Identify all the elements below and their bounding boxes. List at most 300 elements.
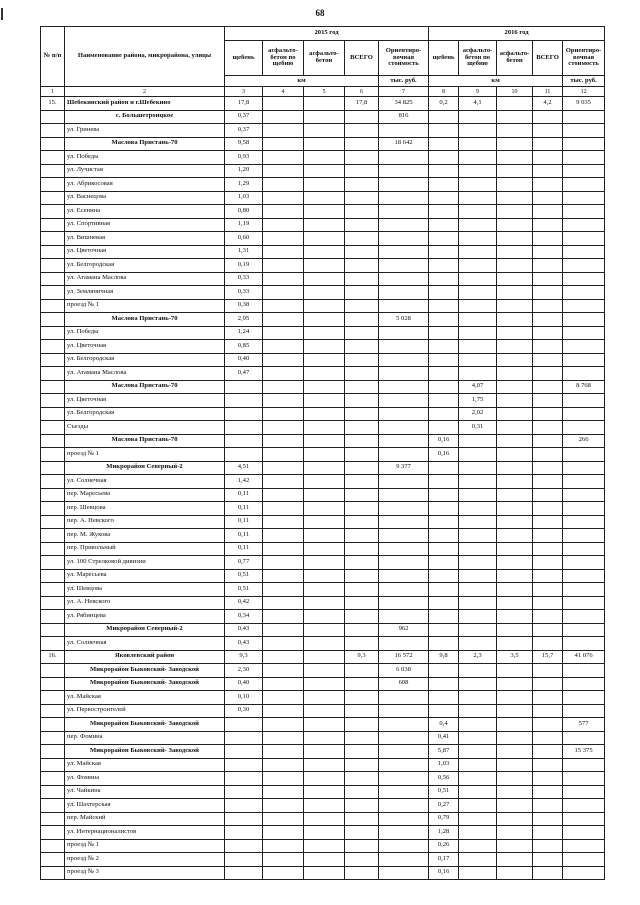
value-cell: [563, 664, 605, 678]
street-name: пер. Маресьева: [65, 488, 225, 502]
value-cell: [533, 353, 563, 367]
value-cell: [459, 542, 497, 556]
value-cell: [459, 299, 497, 313]
row-number: [41, 596, 65, 610]
value-cell: [497, 704, 533, 718]
row-number: [41, 542, 65, 556]
value-cell: [263, 434, 304, 448]
value-cell: 5 028: [379, 313, 429, 327]
value-cell: [459, 839, 497, 853]
row-number: [41, 785, 65, 799]
value-cell: [429, 110, 459, 124]
section-name: Микрорайон Быковский- Заводской: [65, 745, 225, 759]
value-cell: [263, 353, 304, 367]
value-cell: [429, 556, 459, 570]
value-cell: [497, 475, 533, 489]
value-cell: [563, 569, 605, 583]
value-cell: [345, 218, 379, 232]
value-cell: [563, 677, 605, 691]
street-name: ул. Майская: [65, 691, 225, 705]
year-2015-header: 2015 год: [225, 27, 429, 41]
row-number: [41, 407, 65, 421]
value-cell: [263, 313, 304, 327]
value-cell: [497, 367, 533, 381]
row-number: [41, 448, 65, 462]
value-cell: [263, 232, 304, 246]
value-cell: 0,11: [225, 529, 263, 543]
value-cell: [533, 299, 563, 313]
table-row: [41, 124, 605, 138]
value-cell: [533, 286, 563, 300]
value-cell: [225, 421, 263, 435]
value-cell: [263, 542, 304, 556]
table-row: [41, 623, 605, 637]
street-name: пер. М. Жукова: [65, 529, 225, 543]
value-cell: [533, 461, 563, 475]
value-cell: [429, 259, 459, 273]
table-row: [41, 272, 605, 286]
value-cell: [345, 664, 379, 678]
value-cell: [379, 124, 429, 138]
value-cell: 816: [379, 110, 429, 124]
value-cell: [497, 556, 533, 570]
table-row: [41, 475, 605, 489]
value-cell: [429, 610, 459, 624]
value-cell: [304, 853, 345, 867]
row-number: [41, 758, 65, 772]
value-cell: [345, 110, 379, 124]
value-cell: [533, 637, 563, 651]
value-cell: [379, 529, 429, 543]
sub-header-cost-2016: Ориентиро-вочная стоимость: [563, 41, 605, 76]
sub-header-total-2016: ВСЕГО: [533, 41, 563, 76]
row-number: [41, 826, 65, 840]
value-cell: 0,2: [429, 97, 459, 111]
sub-header-gravel-2015: щебень: [225, 41, 263, 76]
value-cell: [263, 205, 304, 219]
value-cell: [304, 367, 345, 381]
value-cell: [429, 326, 459, 340]
table-row: [41, 178, 605, 192]
value-cell: 1,24: [225, 326, 263, 340]
value-cell: [263, 704, 304, 718]
value-cell: [304, 259, 345, 273]
table-row: [41, 218, 605, 232]
value-cell: [379, 515, 429, 529]
column-number-cell: 4: [263, 87, 304, 97]
value-cell: [563, 853, 605, 867]
row-number: [41, 340, 65, 354]
value-cell: [304, 596, 345, 610]
value-cell: [497, 299, 533, 313]
value-cell: [459, 259, 497, 273]
table-row: [41, 866, 605, 880]
value-cell: [304, 691, 345, 705]
value-cell: [225, 394, 263, 408]
table-row: [41, 772, 605, 786]
street-name: проезд № 1: [65, 839, 225, 853]
value-cell: [459, 691, 497, 705]
section-name: с. Большетроицкое: [65, 110, 225, 124]
value-cell: [497, 191, 533, 205]
value-cell: [459, 718, 497, 732]
unit-km-2015: км: [225, 76, 379, 87]
value-cell: [533, 488, 563, 502]
value-cell: [563, 326, 605, 340]
year-2016-header: 2016 год: [429, 27, 605, 41]
value-cell: [345, 596, 379, 610]
value-cell: 0,16: [429, 448, 459, 462]
value-cell: [459, 326, 497, 340]
value-cell: [533, 596, 563, 610]
value-cell: [345, 691, 379, 705]
value-cell: [429, 515, 459, 529]
row-number: [41, 205, 65, 219]
value-cell: [379, 556, 429, 570]
table-row: [41, 853, 605, 867]
value-cell: [533, 623, 563, 637]
row-number: [41, 704, 65, 718]
street-name: ул. Васнецова: [65, 191, 225, 205]
value-cell: 0,40: [225, 677, 263, 691]
value-cell: [497, 718, 533, 732]
value-cell: 1,19: [225, 218, 263, 232]
table-row: [41, 556, 605, 570]
table-row: [41, 839, 605, 853]
value-cell: [429, 529, 459, 543]
value-cell: [497, 434, 533, 448]
value-cell: [533, 313, 563, 327]
value-cell: [533, 556, 563, 570]
value-cell: 0,80: [225, 205, 263, 219]
value-cell: [345, 569, 379, 583]
value-cell: [429, 151, 459, 165]
value-cell: [304, 232, 345, 246]
value-cell: [304, 799, 345, 813]
value-cell: [497, 97, 533, 111]
value-cell: [379, 286, 429, 300]
value-cell: [459, 110, 497, 124]
value-cell: 0,17: [429, 853, 459, 867]
street-name: проезд № 2: [65, 853, 225, 867]
value-cell: [459, 610, 497, 624]
value-cell: [459, 488, 497, 502]
value-cell: [497, 421, 533, 435]
value-cell: [345, 151, 379, 165]
value-cell: [563, 353, 605, 367]
table-row: [41, 340, 605, 354]
value-cell: [459, 704, 497, 718]
value-cell: [225, 745, 263, 759]
row-number: [41, 502, 65, 516]
street-name: ул. Цветочная: [65, 340, 225, 354]
column-number-cell: 10: [497, 87, 533, 97]
value-cell: [304, 475, 345, 489]
value-cell: [497, 232, 533, 246]
row-number: [41, 326, 65, 340]
value-cell: [429, 272, 459, 286]
street-name: ул. Спортивная: [65, 218, 225, 232]
value-cell: [379, 448, 429, 462]
value-cell: 608: [379, 677, 429, 691]
value-cell: [345, 367, 379, 381]
value-cell: [533, 569, 563, 583]
table-row: [41, 191, 605, 205]
value-cell: [563, 839, 605, 853]
column-number-cell: 11: [533, 87, 563, 97]
row-number: [41, 866, 65, 880]
value-cell: [304, 839, 345, 853]
value-cell: [304, 542, 345, 556]
sub-header-asphalt-on-gravel-2016: асфальто-бетон по щебню: [459, 41, 497, 76]
value-cell: [533, 326, 563, 340]
value-cell: [263, 758, 304, 772]
value-cell: [379, 272, 429, 286]
value-cell: [533, 529, 563, 543]
value-cell: [379, 799, 429, 813]
value-cell: [429, 380, 459, 394]
row-number: [41, 178, 65, 192]
value-cell: [304, 286, 345, 300]
value-cell: [379, 772, 429, 786]
value-cell: [263, 556, 304, 570]
section-name: Микрорайон Северный-2: [65, 623, 225, 637]
value-cell: [345, 259, 379, 273]
value-cell: [379, 758, 429, 772]
value-cell: [459, 515, 497, 529]
table-row: [41, 610, 605, 624]
table-row: [41, 380, 605, 394]
value-cell: [563, 218, 605, 232]
value-cell: [497, 853, 533, 867]
value-cell: 34 825: [379, 97, 429, 111]
value-cell: 0,40: [225, 353, 263, 367]
table-row: [41, 515, 605, 529]
value-cell: [263, 650, 304, 664]
table-row: [41, 421, 605, 435]
row-number: [41, 272, 65, 286]
value-cell: [345, 853, 379, 867]
value-cell: [379, 326, 429, 340]
section-name: Маслова Пристань-70: [65, 380, 225, 394]
value-cell: [429, 137, 459, 151]
row-number: [41, 353, 65, 367]
value-cell: [263, 745, 304, 759]
row-number: [41, 812, 65, 826]
table-row: [41, 718, 605, 732]
value-cell: [263, 110, 304, 124]
value-cell: [263, 272, 304, 286]
value-cell: [345, 718, 379, 732]
table-row: [41, 461, 605, 475]
value-cell: [304, 299, 345, 313]
value-cell: 0,38: [225, 299, 263, 313]
value-cell: [304, 448, 345, 462]
value-cell: [563, 542, 605, 556]
value-cell: [533, 124, 563, 138]
value-cell: [263, 461, 304, 475]
row-number: [41, 245, 65, 259]
value-cell: [563, 475, 605, 489]
value-cell: [459, 637, 497, 651]
value-cell: [263, 502, 304, 516]
value-cell: [304, 488, 345, 502]
value-cell: 0,33: [225, 272, 263, 286]
value-cell: [533, 434, 563, 448]
value-cell: [304, 610, 345, 624]
value-cell: [345, 313, 379, 327]
value-cell: [563, 637, 605, 651]
value-cell: [263, 826, 304, 840]
value-cell: [263, 97, 304, 111]
value-cell: [497, 380, 533, 394]
value-cell: [497, 826, 533, 840]
value-cell: [533, 772, 563, 786]
value-cell: [429, 299, 459, 313]
street-name: Съезды: [65, 421, 225, 435]
value-cell: [379, 218, 429, 232]
table-row: [41, 313, 605, 327]
value-cell: 0,19: [225, 259, 263, 273]
value-cell: [263, 718, 304, 732]
value-cell: [345, 340, 379, 354]
value-cell: [497, 866, 533, 880]
value-cell: [429, 394, 459, 408]
value-cell: [304, 205, 345, 219]
value-cell: [345, 448, 379, 462]
value-cell: [345, 380, 379, 394]
value-cell: [533, 421, 563, 435]
table-row: [41, 677, 605, 691]
column-number-cell: 9: [459, 87, 497, 97]
value-cell: [497, 799, 533, 813]
value-cell: [429, 340, 459, 354]
street-name: ул. Есенина: [65, 205, 225, 219]
value-cell: 0,10: [225, 691, 263, 705]
row-number: [41, 286, 65, 300]
value-cell: [533, 502, 563, 516]
value-cell: [429, 205, 459, 219]
street-name: ул. Земляничная: [65, 286, 225, 300]
value-cell: [304, 110, 345, 124]
value-cell: [345, 286, 379, 300]
value-cell: [563, 421, 605, 435]
value-cell: [533, 610, 563, 624]
section-name: Маслова Пристань-70: [65, 434, 225, 448]
street-name: ул. Белгородская: [65, 353, 225, 367]
value-cell: [304, 637, 345, 651]
value-cell: [304, 650, 345, 664]
section-name: Маслова Пристань-70: [65, 137, 225, 151]
value-cell: [563, 731, 605, 745]
value-cell: [533, 718, 563, 732]
value-cell: [497, 610, 533, 624]
value-cell: 2,95: [225, 313, 263, 327]
row-number: [41, 610, 65, 624]
value-cell: [304, 394, 345, 408]
value-cell: [379, 259, 429, 273]
value-cell: [497, 124, 533, 138]
street-name: ул. Атамана Маслова: [65, 272, 225, 286]
row-number: [41, 677, 65, 691]
value-cell: [304, 623, 345, 637]
value-cell: [533, 664, 563, 678]
value-cell: [497, 583, 533, 597]
value-cell: [533, 515, 563, 529]
street-name: ул. Маресьева: [65, 569, 225, 583]
value-cell: [379, 704, 429, 718]
value-cell: [533, 367, 563, 381]
value-cell: [304, 326, 345, 340]
value-cell: [263, 610, 304, 624]
value-cell: [263, 677, 304, 691]
value-cell: [379, 407, 429, 421]
value-cell: [533, 151, 563, 165]
value-cell: [304, 529, 345, 543]
value-cell: [563, 812, 605, 826]
value-cell: [379, 610, 429, 624]
value-cell: [429, 461, 459, 475]
value-cell: [263, 178, 304, 192]
value-cell: 18 642: [379, 137, 429, 151]
table-row: [41, 286, 605, 300]
value-cell: [379, 853, 429, 867]
value-cell: [497, 839, 533, 853]
section-name: Яковлевский район: [65, 650, 225, 664]
value-cell: [533, 583, 563, 597]
value-cell: [263, 529, 304, 543]
value-cell: [225, 448, 263, 462]
value-cell: [263, 637, 304, 651]
value-cell: [459, 502, 497, 516]
value-cell: [429, 569, 459, 583]
value-cell: [497, 178, 533, 192]
value-cell: 0,51: [225, 583, 263, 597]
value-cell: [379, 502, 429, 516]
value-cell: [497, 353, 533, 367]
street-name: проезд № 1: [65, 299, 225, 313]
value-cell: [497, 326, 533, 340]
value-cell: [429, 488, 459, 502]
value-cell: 9,58: [225, 137, 263, 151]
value-cell: [459, 623, 497, 637]
value-cell: [263, 664, 304, 678]
value-cell: [263, 583, 304, 597]
value-cell: 0,30: [225, 704, 263, 718]
value-cell: [345, 394, 379, 408]
value-cell: [379, 421, 429, 435]
value-cell: 0,93: [225, 151, 263, 165]
value-cell: [497, 110, 533, 124]
value-cell: [459, 866, 497, 880]
value-cell: [429, 583, 459, 597]
value-cell: [345, 799, 379, 813]
value-cell: [345, 191, 379, 205]
table-row: [41, 596, 605, 610]
value-cell: [429, 704, 459, 718]
value-cell: [459, 245, 497, 259]
street-name: ул. Солнечная: [65, 475, 225, 489]
sub-header-gravel-2016: щебень: [429, 41, 459, 76]
table-row: [41, 731, 605, 745]
value-cell: [497, 164, 533, 178]
value-cell: [429, 353, 459, 367]
value-cell: [304, 785, 345, 799]
value-cell: [459, 475, 497, 489]
column-number-cell: 1: [41, 87, 65, 97]
value-cell: 17,8: [225, 97, 263, 111]
value-cell: [563, 691, 605, 705]
